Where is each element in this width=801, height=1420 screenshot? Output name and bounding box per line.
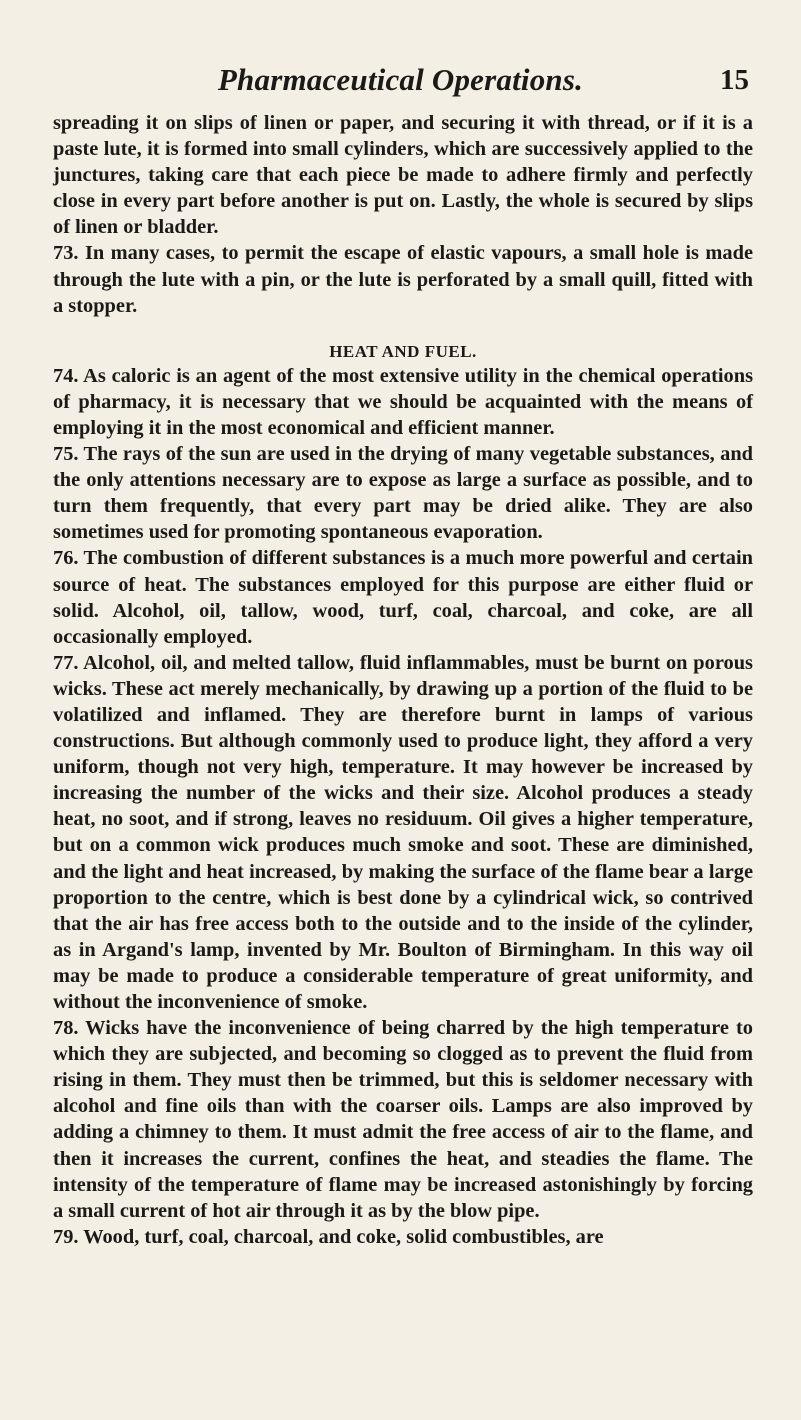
paragraph-75: 75. The rays of the sun are used in the drying of many vegetable substances, and the only attentions necessary are to expose as large a surface as possible, and to turn them frequently, that every part may be dried alike. They are also sometimes used for promoting spontaneous evaporation. [53, 443, 753, 544]
paragraph-79: 79. Wood, turf, coal, charcoal, and coke, solid combustibles, are [53, 1225, 604, 1248]
paragraph-73: 73. In many cases, to permit the escape of elastic vapours, a small hole is made through the lute with a pin, or the lute is perforated by a small quill, fitted with a stopper. [53, 242, 753, 317]
page-number: 15 [720, 64, 749, 96]
paragraph-77: 77. Alcohol, oil, and melted tallow, fluid inflammables, must be burnt on porous wicks. These act merely mechanically, by drawing up a portion of the fluid to be volatilized and inflamed. They are therefore burnt in lamps of various constructions. But although commonly used to produce light, they afford a very uniform, though not very high, temperature. It may however be increased by increasing the number of the wicks and their size. Alcohol produces a steady heat, no soot, and if strong, leaves no residuum. Oil gives a higher temperature, but on a common wick produces much smoke and soot. These are diminished, and the light and heat increased, by making the surface of the flame bear a large proportion to the centre, which is best done by a cylindrical wick, so contrived that the air has free access both to the outside and to the inside of the cylinder, as in Argand's lamp, invented by Mr. Boulton of Birmingham. In this way oil may be made to produce a considerable temperature of great uniformity, and without the inconvenience of smoke. [53, 651, 753, 1013]
body-text [53, 110, 753, 1250]
paragraph-continuation: spreading it on slips of linen or paper, and securing it with thread, or if it is a paste lute, it is formed into small cylinders, which are successively applied to the junctures, taking care that each piece be made to adhere firmly and perfectly close in every part before another is put on. Lastly, the whole is secured by slips of linen or bladder. [53, 112, 753, 239]
paragraph-78: 78. Wicks have the inconvenience of being charred by the high temperature to which they are subjected, and becoming so clogged as to prevent the fluid from rising in them. They must then be trimmed, but this is seldomer necessary with alcohol and fine oils than with the coarser oils. Lamps are also improved by adding a chimney to them. It must admit the free access of air to the flame, and then it increases the current, confines the heat, and steadies the flame. The intensity of the temperature of flame may be increased astonishingly by forcing a small current of hot air through it as by the blow pipe. [53, 1017, 753, 1222]
section-heading: HEAT AND FUEL. [329, 341, 477, 361]
running-title: Pharmaceutical Operations. [217, 62, 584, 97]
running-head [0, 62, 801, 102]
paragraph-74: 74. As caloric is an agent of the most extensive utility in the chemical operations of pharmacy, it is necessary that we should be acquainted with the means of employing it in the most economical and efficient manner. [53, 364, 753, 439]
paragraph-76: 76. The combustion of different substances is a much more powerful and certain source of heat. The substances employed for this purpose are either fluid or solid. Alcohol, oil, tallow, wood, turf, coal, charcoal, and coke, are all occasionally employed. [53, 547, 753, 648]
